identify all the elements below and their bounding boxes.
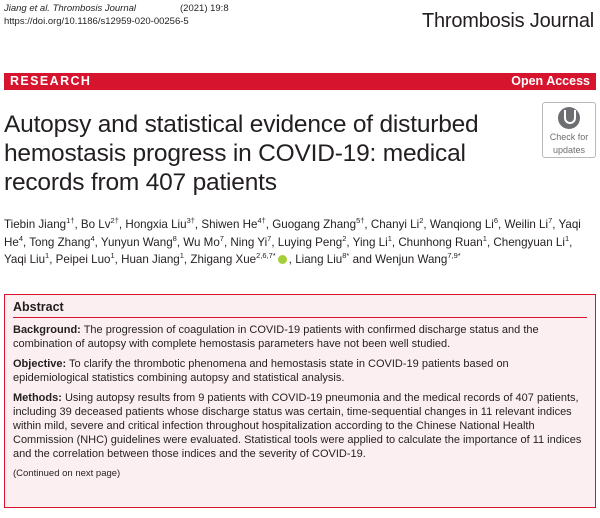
journal-name: Thrombosis Journal bbox=[421, 10, 594, 32]
author-affiliation: 1 bbox=[45, 251, 50, 260]
author-affiliation: 4 bbox=[18, 233, 23, 243]
crossmark-icon bbox=[558, 107, 580, 129]
author-name[interactable]: Wanqiong Li bbox=[429, 218, 494, 231]
author-affiliation: 2,6,7* bbox=[256, 251, 276, 260]
check-for-updates-button[interactable] bbox=[542, 102, 596, 158]
author-name[interactable]: Zhigang Xue bbox=[190, 253, 257, 266]
author-affiliation: 2 bbox=[419, 216, 424, 225]
author-name[interactable]: Wenjun Wang bbox=[375, 253, 448, 266]
journal-citation: Jiang et al. Thrombosis Journal bbox=[4, 3, 137, 14]
author-name[interactable]: Yunyun Wang bbox=[100, 235, 173, 249]
author-name[interactable]: Chengyuan Li bbox=[493, 235, 565, 249]
continued-note: (Continued on next page) bbox=[13, 468, 121, 479]
article-title: Autopsy and statistical evidence of disturbed hemostasis progress in COVID-19: medical records from 407 patients bbox=[4, 111, 479, 196]
author-name[interactable]: Huan Jiang bbox=[121, 253, 180, 266]
methods-text: Using autopsy results from 9 patients with COVID-19 pneumonia and the medical records of 407 patients, including 39 deceased patients whose discharge status was certain, time-sequential changes in 11 relevant indices within mild, severe and critical infection throughout hospitalization according to the Chinese National Health Commission (NHC) guidelines were evaluated. Statistical tools were applied to calculate the importance of 11 indices and the correlation between those indices and the severity of COVID-19. bbox=[13, 392, 582, 460]
author-name[interactable]: Ning Yi bbox=[230, 235, 268, 249]
abstract-methods bbox=[13, 391, 585, 461]
doi-link[interactable]: https://doi.org/10.1186/s12959-020-00256-5 bbox=[4, 16, 189, 27]
author-name[interactable]: Tiebin Jiang bbox=[4, 218, 67, 231]
orcid-icon[interactable] bbox=[278, 255, 287, 264]
author-name[interactable]: Luying Peng bbox=[277, 235, 343, 249]
author-name[interactable]: Wu Mo bbox=[183, 235, 220, 249]
author-affiliation: 2 bbox=[342, 233, 347, 243]
badge-line-2: updates bbox=[552, 145, 586, 155]
background-text: The progression of coagulation in COVID-19 patients with confirmed discharge status and the combination of autopsy with complete hemostasis parameters have not been well studied. bbox=[13, 324, 539, 350]
abstract-objective bbox=[13, 357, 585, 385]
author-affiliation: 7 bbox=[548, 216, 553, 225]
author-name[interactable]: Tong Zhang bbox=[29, 235, 91, 249]
author-name[interactable]: Hongxia Liu bbox=[125, 218, 187, 231]
abstract-box bbox=[4, 294, 596, 508]
author-name[interactable]: Yaqi Liu bbox=[4, 253, 46, 266]
author-affiliation: 8* bbox=[342, 251, 350, 260]
author-affiliation: 4† bbox=[257, 216, 266, 225]
author-name[interactable]: Weilin Li bbox=[504, 218, 549, 231]
background-label: Background: bbox=[13, 324, 81, 336]
author-affiliation: 1 bbox=[110, 251, 115, 260]
section-band bbox=[4, 73, 596, 90]
section-label: RESEARCH bbox=[10, 74, 92, 88]
objective-text: To clarify the thrombotic phenomena and hemostasis state in COVID-19 patients based on epidemiological statistics combining autopsy and statistical analysis. bbox=[13, 358, 509, 384]
abstract-divider bbox=[13, 317, 587, 318]
author-affiliation: 1 bbox=[564, 233, 570, 243]
author-affiliation: 1† bbox=[66, 216, 75, 225]
author-affiliation: 7,9* bbox=[447, 251, 461, 260]
abstract-background bbox=[13, 323, 585, 351]
year-issue: (2021) 19:8 bbox=[180, 3, 229, 14]
author-affiliation: 5† bbox=[356, 216, 365, 225]
author-name[interactable]: Shiwen He bbox=[201, 218, 258, 231]
author-affiliation: 6 bbox=[493, 216, 499, 225]
author-name[interactable]: Liang Liu bbox=[295, 253, 343, 266]
abstract-body bbox=[13, 323, 585, 481]
author-affiliation: 4 bbox=[90, 233, 95, 243]
author-name[interactable]: Yaqi He bbox=[4, 218, 581, 249]
open-access-label: Open Access bbox=[511, 74, 590, 88]
methods-label: Methods: bbox=[13, 392, 62, 404]
author-list: Tiebin Jiang$^{1\dagger}$, Bo $Lv^{2\dagger}$, Hongxia Liu$^{3\dagger}$, Shiwen $He^{4\dagger}$, Guogang Zhang$^{5\dagger}$, Chanyi Li$^2$, Wanqiong Li$^6$, Weilin Li$^7$, Yaqi He$^4$, Tong Zhang$^4$, Yunyun Wang$^8$, Wu Mo$^7$, Ning Yi$^7$, Luying Peng$^2$, Ying Li$^1$, Chunhong Ruan$^1$, Chengyuan Li$^1$, Yaqi Liu$^1$, Peipei Luo$^1$, Huan Jiang$^1$, Zhigang Xue$^{2,6,7*}$ , Liang Liu$^{8*}$ and Wenjun Wang$^{7,9*}$ bbox=[4, 216, 581, 266]
objective-label: Objective: bbox=[13, 358, 67, 370]
author-name[interactable]: Chanyi Li bbox=[370, 218, 420, 231]
author-name[interactable]: Bo Lv bbox=[80, 218, 111, 231]
citation-block bbox=[4, 2, 229, 28]
author-name[interactable]: Guogang Zhang bbox=[272, 218, 357, 231]
author-name[interactable]: Ying Li bbox=[352, 235, 388, 249]
author-affiliation: 3† bbox=[186, 216, 195, 225]
abstract-heading: Abstract bbox=[13, 300, 64, 314]
author-name[interactable]: Peipei Luo bbox=[55, 253, 111, 266]
badge-line-1: Check for bbox=[549, 132, 589, 142]
author-affiliation: 2† bbox=[110, 216, 119, 225]
author-affiliation: 7 bbox=[219, 233, 224, 243]
author-affiliation: 1 bbox=[387, 233, 392, 243]
author-name[interactable]: Chunhong Ruan bbox=[398, 235, 483, 249]
author-affiliation: 8 bbox=[172, 233, 177, 243]
author-affiliation: 1 bbox=[179, 251, 184, 260]
author-affiliation: 7 bbox=[267, 233, 272, 243]
author-affiliation: 1 bbox=[482, 233, 487, 243]
